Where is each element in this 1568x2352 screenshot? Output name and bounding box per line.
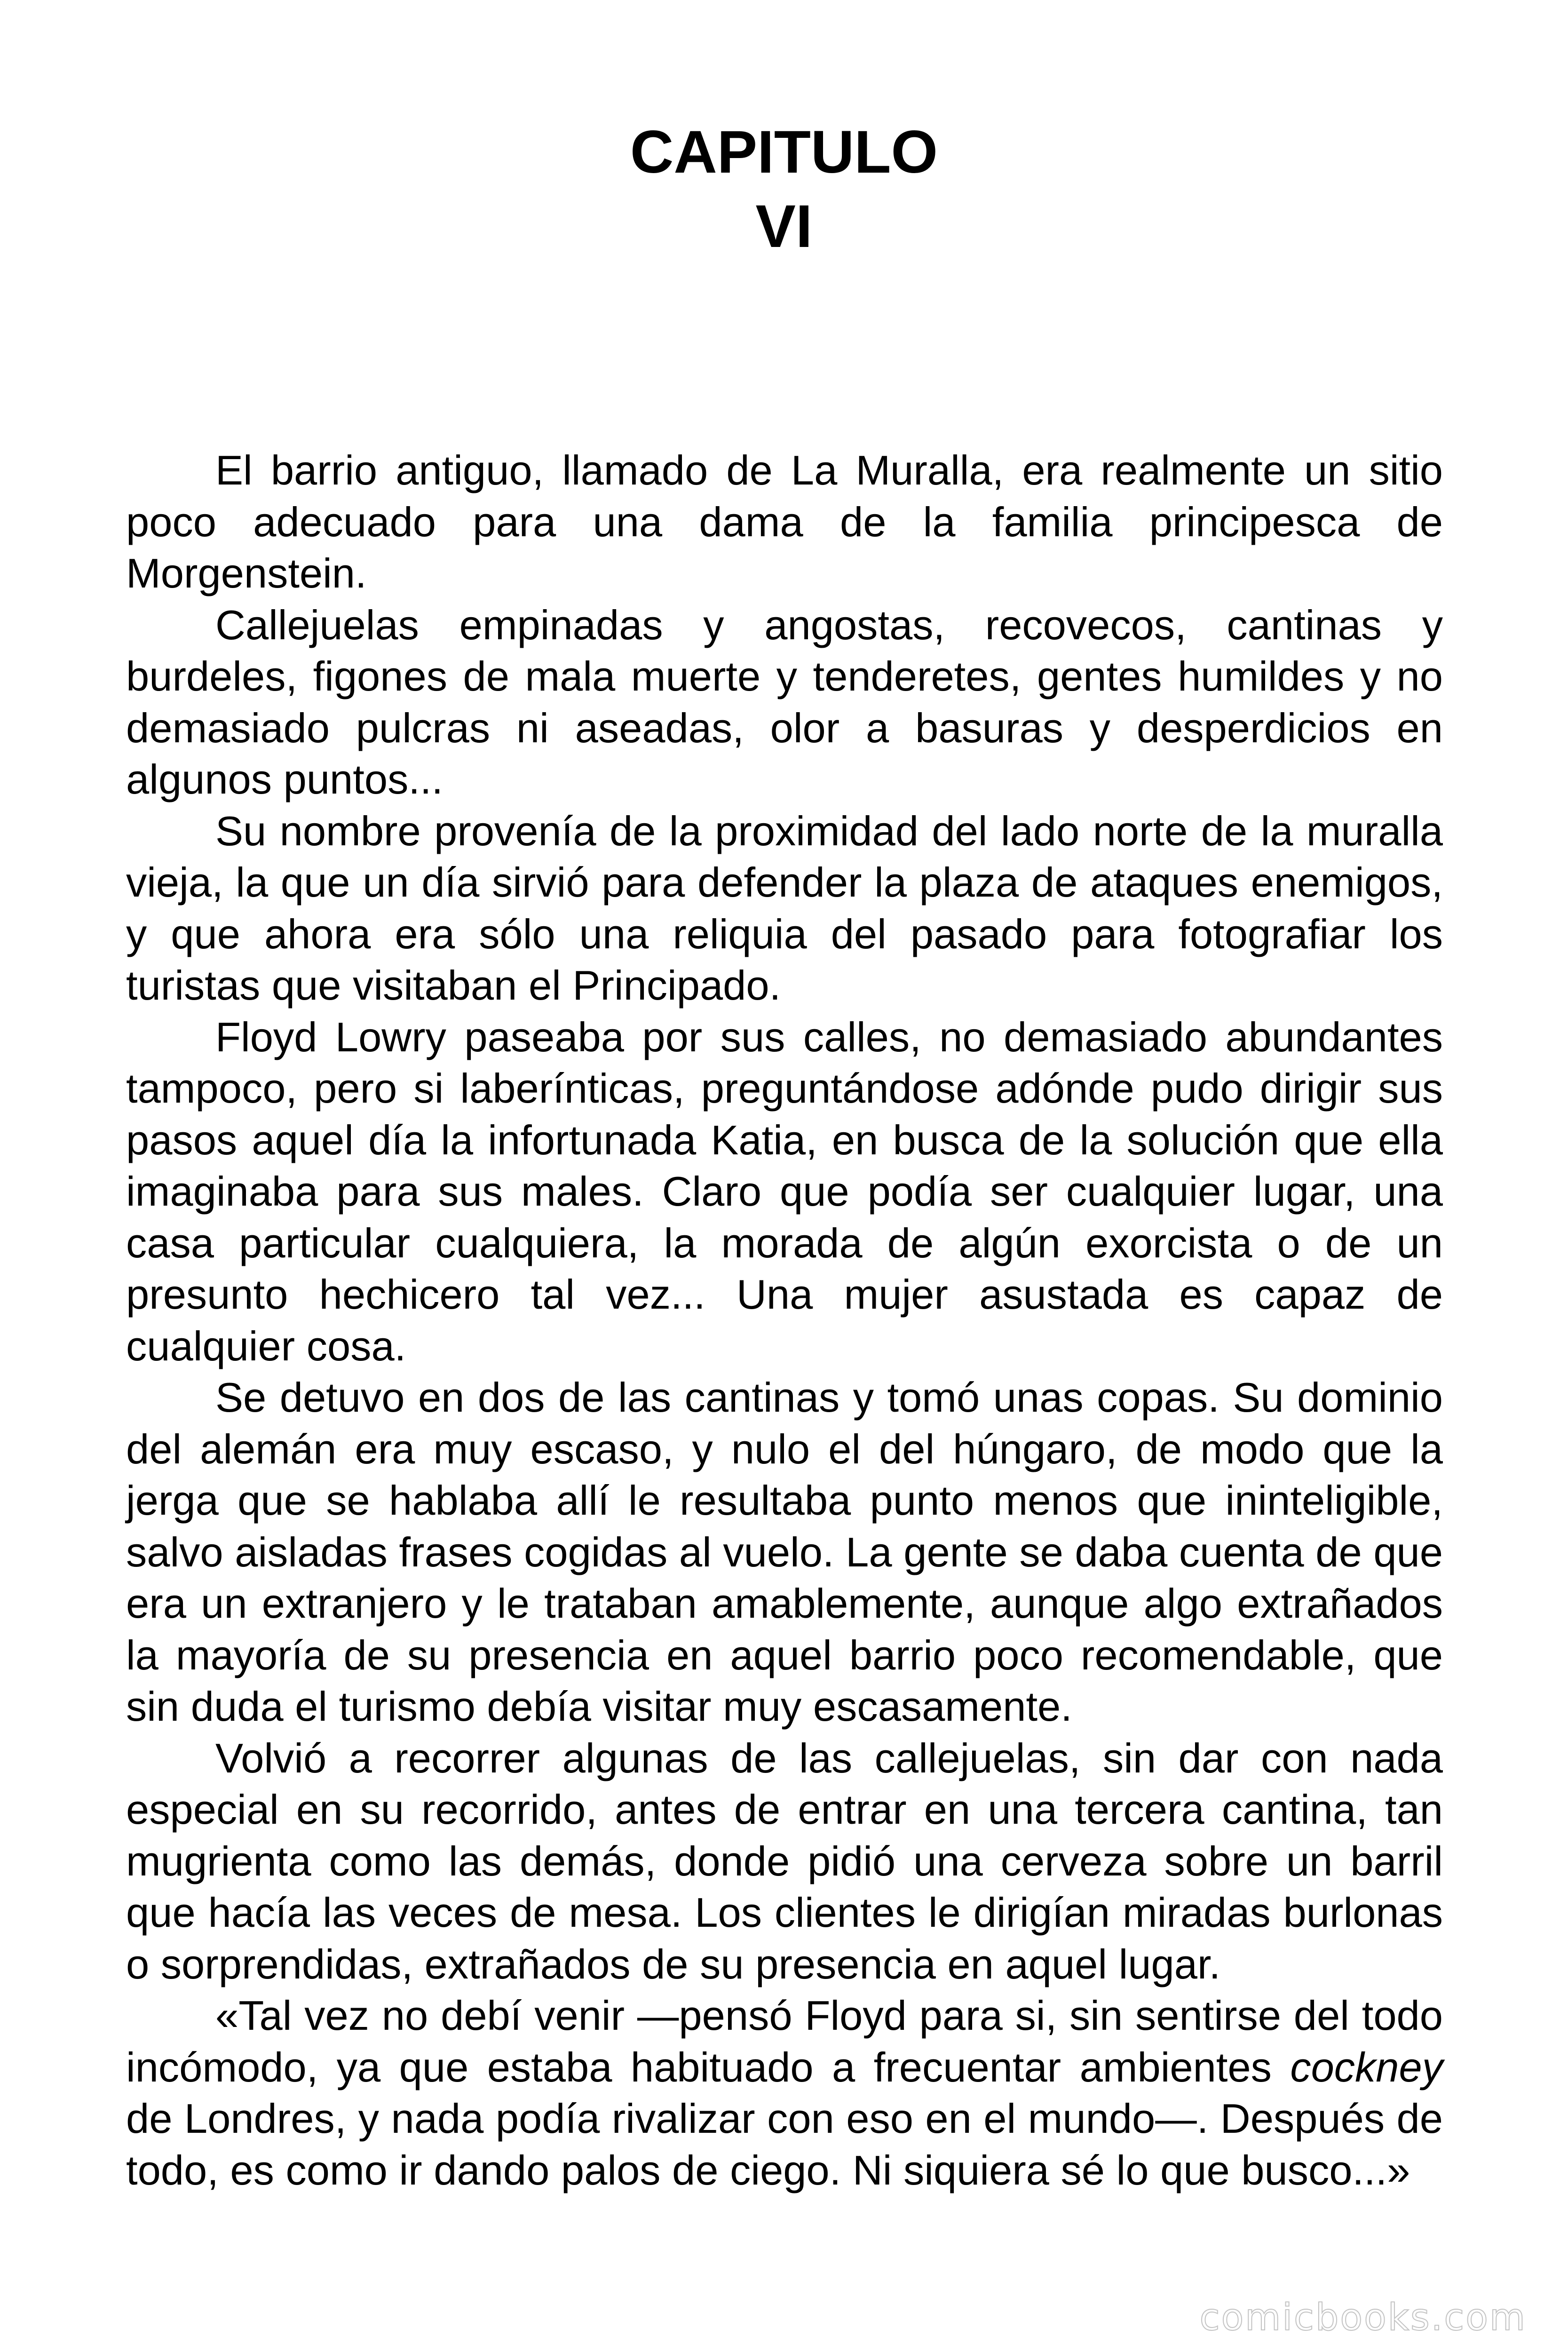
paragraph-4: Floyd Lowry paseaba por sus calles, no demasiado abundantes tampoco, pero si laberínticas, preguntándose adónde pudo dirigir sus pasos aquel día la infortunada Katia, en busca de la solución que ella imaginaba para sus males. Claro que podía ser cualquier lugar, una casa particular cualquiera, la morada de algún exorcista o de un presunto hechicero tal vez... Una mujer asustada es capaz de cualquier cosa. (126, 1013, 1443, 1369)
paragraph-3: Su nombre provenía de la proximidad del lado norte de la muralla vieja, la que un día sirvió para defender la plaza de ataques enemigos, y que ahora era sólo una reliquia del pasado para fotografiar los turistas que visitaban el Principado. (126, 807, 1443, 1009)
paragraph-7-end: de Londres, y nada podía rivalizar con eso en el mundo—. Después de todo, es como ir dando palos de ciego. Ni siquiera sé lo que busco...» (126, 2095, 1443, 2193)
chapter-title: CAPITULO (630, 119, 938, 186)
text-body (126, 445, 1443, 2196)
paragraph-2: Callejuelas empinadas y angostas, recovecos, cantinas y burdeles, figones de mala muerte y tenderetes, gentes humildes y no demasiado pulcras ni aseadas, olor a basuras y desperdicios en algunos puntos... (126, 601, 1443, 803)
chapter-number: VI (755, 193, 813, 260)
paragraph-7-italic-word: cockney (1290, 2043, 1443, 2090)
paragraph-5: Se detuvo en dos de las cantinas y tomó unas copas. Su dominio del alemán era muy escaso, y nulo el del húngaro, de modo que la jerga que se hablaba allí le resultaba punto menos que ininteligible, salvo aisladas frases cogidas al vuelo. La gente se daba cuenta de que era un extranjero y le trataban amablemente, aunque algo extrañados la mayoría de su presencia en aquel barrio poco recomendable, que sin duda el turismo debía visitar muy escasamente. (126, 1374, 1443, 1730)
paragraph-1: El barrio antiguo, llamado de La Muralla, era realmente un sitio poco adecuado para una dama de la familia principesca de Morgenstein. (126, 447, 1443, 596)
paragraph-6: Volvió a recorrer algunas de las callejuelas, sin dar con nada especial en su recorrido, antes de entrar en una tercera cantina, tan mugrienta como las demás, donde pidió una cerveza sobre un barril que hacía las veces de mesa. Los clientes le dirigían miradas burlonas o sorprendidas, extrañados de su presencia en aquel lugar. (126, 1734, 1443, 1987)
paragraph-7 (126, 1990, 1443, 2196)
paragraph-7-start: «Tal vez no debí venir —pensó Floyd para si, sin sentirse del todo incómodo, ya que estaba habituado a frecuentar ambientes (126, 1992, 1443, 2090)
watermark: comicbooks.com (1199, 2296, 1527, 2339)
chapter-heading (0, 115, 1568, 264)
